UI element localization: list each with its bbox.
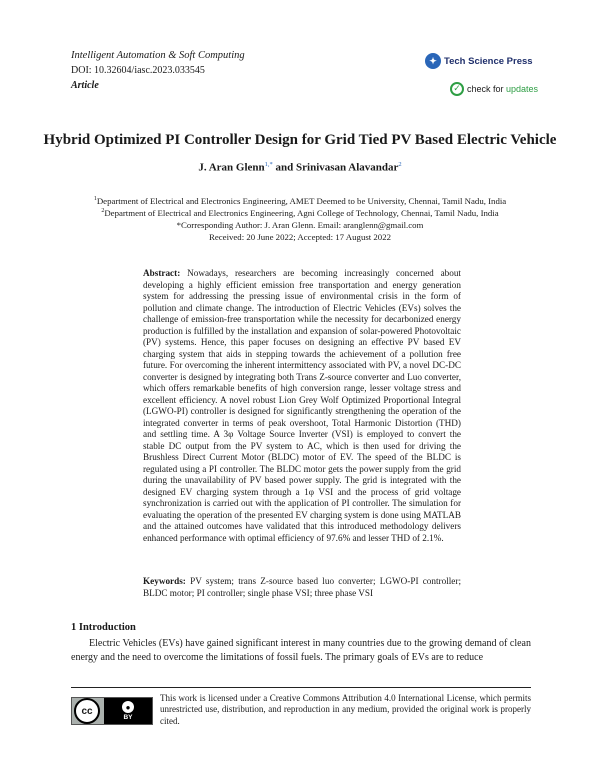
creative-commons-icon: cc xyxy=(74,698,100,724)
author-affiliation-mark[interactable]: 2 xyxy=(398,161,402,168)
author-name: Srinivasan Alavandar xyxy=(296,161,399,174)
dates: Received: 20 June 2022; Accepted: 17 August 2022 xyxy=(208,232,391,242)
attribution-person-icon: ● xyxy=(122,701,134,713)
intro-paragraph: Electric Vehicles (EVs) have gained significant interest in many countries due to the growing demand of clean energy and the need to overcome the limitations of fossil fuels. The primary goals of EVs are to reduce xyxy=(71,638,531,663)
author-list xyxy=(40,161,560,174)
affiliation-2: $^2$Department of Electrical and Electronics Engineering, Agni College of Technology, Chennai, Tamil Nadu, India xyxy=(101,208,499,218)
check-prefix: check for xyxy=(467,84,507,94)
keywords-label: Keywords: xyxy=(143,576,186,586)
license-text: This work is licensed under a Creative Commons Attribution 4.0 International License, which permits unrestricted use, distribution, and reproduction in any medium, provided the original work is properly cited. xyxy=(160,693,531,726)
license-divider xyxy=(71,687,531,688)
abstract-text: Nowadays, researchers are becoming increasingly concerned about developing a highly efficient emission free transportation and energy generation system for addressing the pressing issue of environmental crisis in the form of pollution and climate change. The introduction of Electric Vehicles (EVs) solves the challenge of emission-free transportation while the necessity for decarbonized energy production is fulfilled by the installation and expansion of solar-powered Photovoltaic (PV) systems. Hence, this paper focuses on designing an effective PV based EV charging system that aids in stepping towards the achievement of a pollution free future. For overcoming the inherent intermittency associated with PV, a novel DC-DC converter is designed by integrating both Trans Z-source converter and Luo converter, which offers remarkable benefits of high conversion range, lesser voltage stress and excellent efficiency. A novel robust Lion Grey Wolf Optimized Proportional Integral (LGWO-PI) controller is designed for significantly strengthening the operation of the integrated converter in terms of peak overshoot, Total Harmonic Distortion (THD) and settling time. A 3φ Voltage Source Inverter (VSI) is employed to convert the stable DC output from the PV system to AC, which is then used for driving the Brushless Direct Current Motor (BLDC) motor of EV. The speed of the BLDC is regulated using a PI controller. The BLDC motor gets the power supply from the grid during the unavailability of PV based power supply. The grid is integrated with the designed EV charging system through a 1φ VSI and the process of grid voltage synchronization is carried out with the application of PI controller. The simulation for evaluating the operation of the presented EV charging system is done using MATLAB and the attained outcomes have validated that this introduced methodology delivers enhanced performance with optimal efficiency of 97.6% and lesser THD of 2.1%. xyxy=(143,268,461,543)
abstract-label: Abstract: xyxy=(143,268,181,278)
journal-name: Intelligent Automation & Soft Computing xyxy=(71,50,245,61)
section-heading: 1 Introduction xyxy=(71,622,136,633)
keywords xyxy=(143,576,461,599)
check-for-updates-badge[interactable] xyxy=(450,82,538,96)
corresponding-author: *Corresponding Author: J. Aran Glenn. Email: aranglenn@gmail.com xyxy=(176,220,424,230)
abstract xyxy=(143,268,461,544)
tech-science-press-logo-icon: ✦ xyxy=(425,53,441,69)
cc-by-label: BY xyxy=(123,714,133,721)
author-affiliation-mark[interactable]: 1,* xyxy=(264,161,273,168)
paper-title: Hybrid Optimized PI Controller Design for Grid Tied PV Based Electric Vehicle xyxy=(43,132,557,148)
publisher-name: Tech Science Press xyxy=(444,55,533,67)
cc-by-badge[interactable] xyxy=(71,697,153,725)
publisher-logo[interactable] xyxy=(425,53,533,69)
article-type: Article xyxy=(71,80,99,91)
author-separator: and xyxy=(272,161,297,174)
keywords-text: PV system; trans Z-source based luo converter; LGWO-PI controller; BLDC motor; PI controller; single phase VSI; three phase VSI xyxy=(143,576,461,598)
affiliation-1: $^1$Department of Electrical and Electronics Engineering, AMET Deemed to be University, Chennai, Tamil Nadu, India xyxy=(93,196,507,206)
author-name: J. Aran Glenn xyxy=(198,161,265,174)
check-for-updates-icon: ✓ xyxy=(450,82,464,96)
doi[interactable]: DOI: 10.32604/iasc.2023.033545 xyxy=(71,65,205,76)
check-suffix: updates xyxy=(506,84,539,94)
